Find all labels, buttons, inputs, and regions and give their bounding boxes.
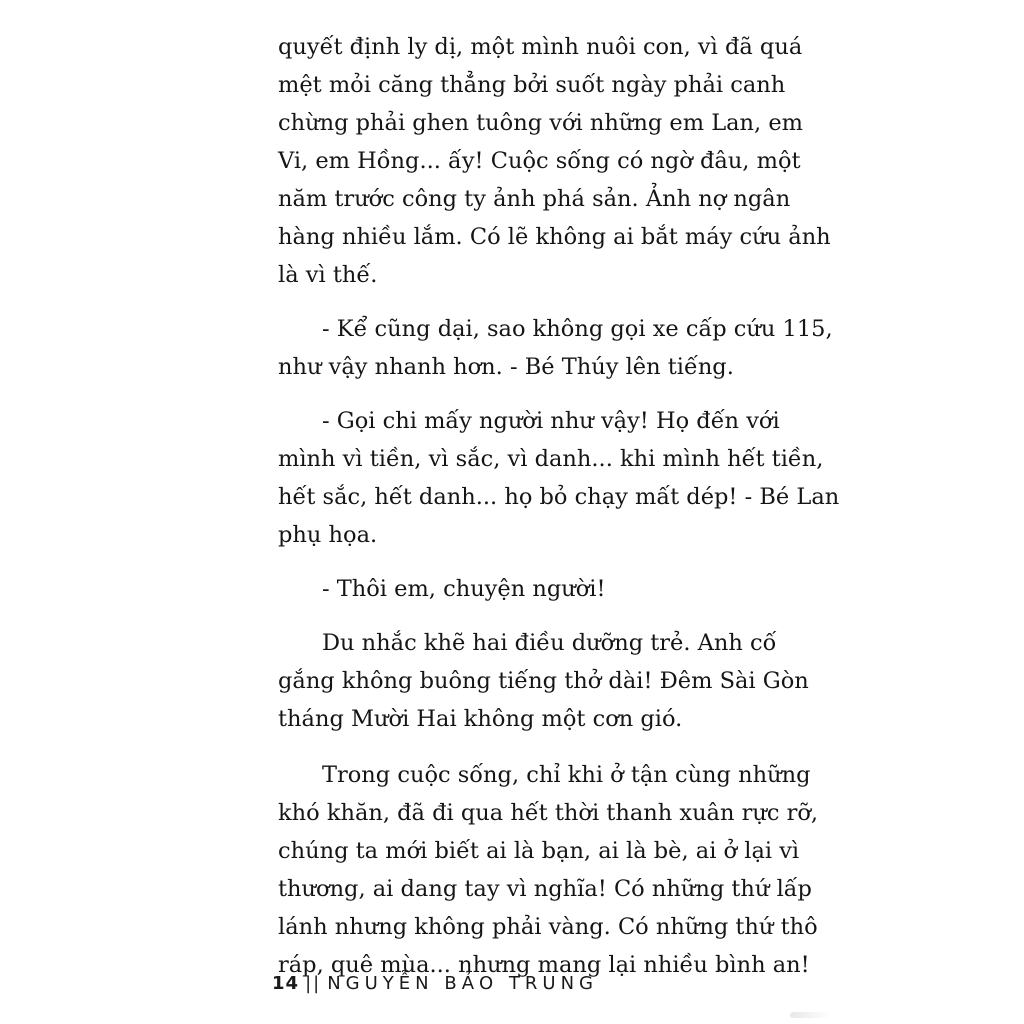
text-line: quyết định ly dị, một mình nuôi con, vì đã quá (278, 34, 803, 60)
text-line: Vi, em Hồng... ấy! Cuộc sống có ngờ đâu, một (278, 148, 801, 174)
scan-edge-mark (790, 1012, 830, 1018)
paragraph-gap (278, 608, 766, 624)
text-line: Trong cuộc sống, chỉ khi ở tận cùng những (322, 762, 811, 788)
paragraph-gap (278, 386, 766, 402)
text-line: - Kể cũng dại, sao không gọi xe cấp cứu 115, (322, 316, 833, 342)
text-line: ráp, quê mùa... nhưng mang lại nhiều bình an! (278, 952, 810, 978)
paragraph-4 (278, 570, 766, 608)
paragraph-gap (278, 554, 766, 570)
text-line: là vì thế. (278, 262, 378, 288)
text-line: Du nhắc khẽ hai điều dưỡng trẻ. Anh cố (322, 630, 777, 656)
paragraph-5 (278, 624, 809, 738)
footer-separator: || (305, 973, 322, 994)
page-footer (272, 968, 598, 1000)
paragraph-3 (278, 402, 840, 554)
paragraph-1 (278, 28, 831, 294)
text-line: thương, ai dang tay vì nghĩa! Có những thứ lấp (278, 876, 812, 902)
paragraph-gap (278, 294, 766, 310)
text-line: - Thôi em, chuyện người! (322, 576, 606, 602)
text-line: phụ họa. (278, 522, 378, 548)
text-line: hết sắc, hết danh... họ bỏ chạy mất dép! - Bé Lan (278, 484, 840, 510)
text-line: khó khăn, đã đi qua hết thời thanh xuân rực rỡ, (278, 800, 819, 826)
paragraph-6 (278, 756, 819, 984)
paragraph-gap (278, 738, 766, 756)
text-line: gắng không buông tiếng thở dài! Đêm Sài Gòn (278, 668, 809, 694)
page-number: 14 (272, 973, 300, 994)
text-line: chừng phải ghen tuông với những em Lan, em (278, 110, 803, 136)
page-body-text (278, 28, 840, 984)
text-line: - Gọi chi mấy người như vậy! Họ đến với (322, 408, 780, 434)
text-line: mình vì tiền, vì sắc, vì danh... khi mình hết tiền, (278, 446, 824, 472)
text-line: lánh nhưng không phải vàng. Có những thứ thô (278, 914, 818, 940)
text-line: tháng Mười Hai không một cơn gió. (278, 706, 683, 732)
text-line: năm trước công ty ảnh phá sản. Ảnh nợ ngân (278, 186, 791, 212)
text-line: mệt mỏi căng thẳng bởi suốt ngày phải canh (278, 72, 786, 98)
author-name: NGUYỄN BẢO TRUNG (327, 973, 598, 994)
text-line: như vậy nhanh hơn. - Bé Thúy lên tiếng. (278, 354, 734, 380)
paragraph-2 (278, 310, 833, 386)
text-line: hàng nhiều lắm. Có lẽ không ai bắt máy cứu ảnh (278, 224, 831, 250)
text-line: chúng ta mới biết ai là bạn, ai là bè, ai ở lại vì (278, 838, 800, 864)
